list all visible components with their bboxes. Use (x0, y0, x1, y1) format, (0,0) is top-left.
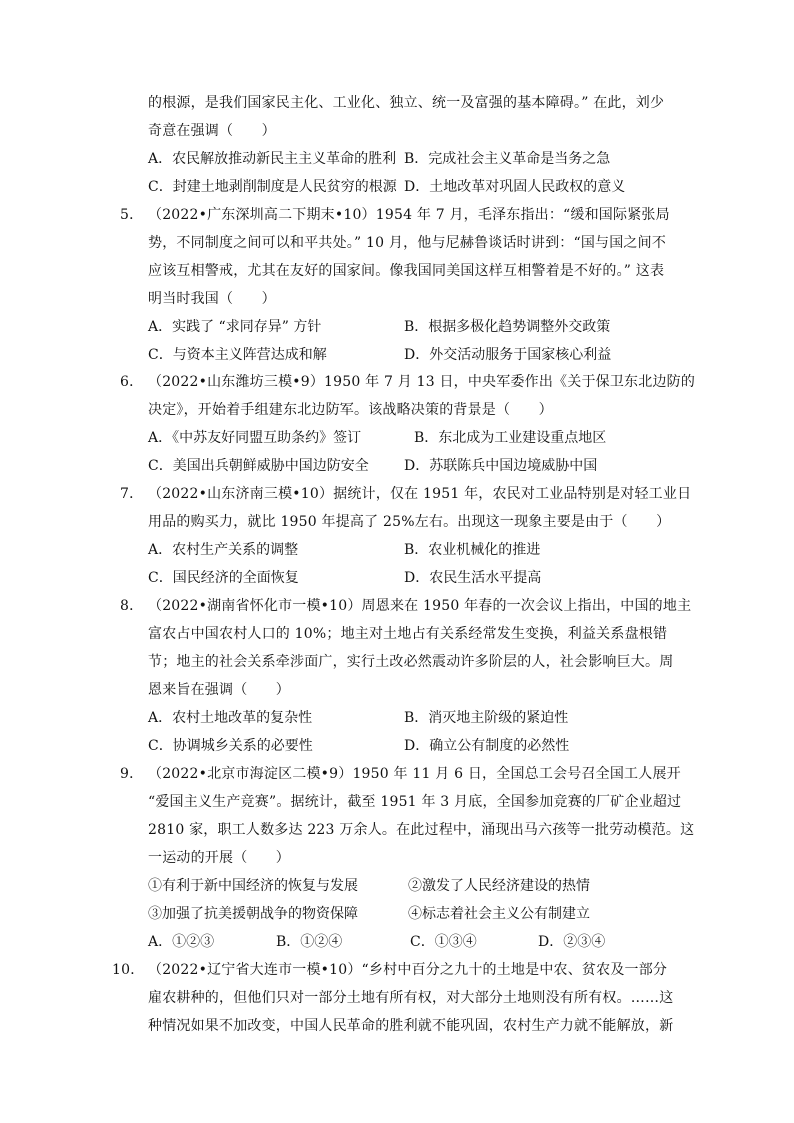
q9-statement-2: ②激发了人民经济建设的热情 (408, 878, 590, 894)
q7-stem-line-2: 用品的购买力，就比 1950 年提高了 25%左右。出现这一现象主要是由于（ ） (148, 514, 671, 530)
q4-option-c: C．封建土地剥削制度是人民贫穷的根源 (148, 179, 397, 195)
q9-option-a: A．①②③ (148, 934, 215, 950)
q6-stem-line-1: （2022•山东潍坊三模•9）1950 年 7 月 13 日，中央军委作出《关于保卫东北边防的 (148, 374, 696, 390)
q9-stem-line-4: 一运动的开展（ ） (148, 850, 290, 866)
q8-stem-line-1: （2022•湖南省怀化市一模•10）周恩来在 1950 年春的一次会议上指出，中国的地主 (148, 598, 692, 614)
q9-stem-line-3: 2810 家，职工人数多达 223 万余人。在此过程中，涌现出马六孩等一批劳动模范。这 (148, 822, 695, 838)
q7-number: 7． (120, 486, 144, 502)
q6-stem-line-2: 决定》，开始着手组建东北边防军。该战略决策的背景是（ ） (148, 402, 553, 418)
q5-option-c: C．与资本主义阵营达成和解 (148, 347, 327, 363)
q10-number: 10． (112, 962, 145, 978)
q9-stem-line-2: “爱国主义生产竞赛”。据统计，截至 1951 年 3 月底，全国参加竞赛的厂矿企业超过 (148, 794, 682, 810)
q8-option-b: B．消灭地主阶级的紧迫性 (404, 710, 569, 726)
q7-option-b: B．农业机械化的推进 (404, 542, 541, 558)
q4-stem-line-2: 奇意在强调（ ） (148, 123, 276, 139)
q8-number: 8． (120, 598, 144, 614)
q10-stem-line-1: （2022•辽宁省大连市一模•10）“乡村中百分之九十的土地是中农、贫农及一部分 (148, 962, 668, 978)
q8-option-c: C．协调城乡关系的必要性 (148, 738, 313, 754)
q5-option-b: B．根据多极化趋势调整外交政策 (404, 319, 611, 335)
q6-option-d: D．苏联陈兵中国边境威胁中国 (404, 458, 598, 474)
q4-stem-line-1: 的根源，是我们国家民主化、工业化、独立、统一及富强的基本障碍。” 在此，刘少 (148, 95, 665, 111)
q7-option-d: D．农民生活水平提高 (404, 570, 542, 586)
q4-option-d: D．土地改革对巩固人民政权的意义 (404, 179, 626, 195)
q9-statement-1: ①有利于新中国经济的恢复与发展 (148, 878, 358, 894)
q5-stem-line-1: （2022•广东深圳高二下期末•10）1954 年 7 月，毛泽东指出：“缓和国际紧张局 (148, 207, 670, 223)
q9-statement-3: ③加强了抗美援朝战争的物资保障 (148, 906, 358, 922)
q6-number: 6． (120, 374, 144, 390)
q6-option-b: B．东北成为工业建设重点地区 (414, 430, 607, 446)
q7-stem-line-1: （2022•山东济南三模•10）据统计，仅在 1951 年，农民对工业品特别是对轻工业日 (148, 486, 692, 502)
q5-number: 5． (120, 207, 144, 223)
q8-stem-line-2: 富农占中国农村人口的 10%；地主对土地占有关系经常发生变换，利益关系盘根错 (148, 626, 668, 642)
q9-stem-line-1: （2022•北京市海淀区二模•9）1950 年 11 月 6 日，全国总工会号召全国工人展开 (148, 766, 681, 782)
q5-option-a: A．实践了 “求同存异” 方针 (148, 319, 322, 335)
q10-stem-line-3: 种情况如果不加改变，中国人民革命的胜利就不能巩固，农村生产力就不能解放，新 (148, 1018, 674, 1034)
q7-option-c: C．国民经济的全面恢复 (148, 570, 299, 586)
q8-stem-line-4: 恩来旨在强调（ ） (148, 682, 290, 698)
q6-option-a: A．《中苏友好同盟互助条约》签订 (148, 430, 362, 446)
q9-option-b: B．①②④ (276, 934, 343, 950)
q7-option-a: A．农村生产关系的调整 (148, 542, 299, 558)
q10-stem-line-2: 雇农耕种的，但他们只对一部分土地有所有权，对大部分土地则没有所有权。……这 (148, 990, 674, 1006)
q6-option-c: C．美国出兵朝鲜威胁中国边防安全 (148, 458, 369, 474)
q5-option-d: D．外交活动服务于国家核心利益 (404, 347, 612, 363)
q8-option-a: A．农村土地改革的复杂性 (148, 710, 313, 726)
q5-stem-line-2: 势，不同制度之间可以和平共处。” 10 月，他与尼赫鲁谈话时讲到：“国与国之间不 (148, 235, 667, 251)
q4-option-a: A．农民解放推动新民主主义革命的胜利 (148, 151, 397, 167)
q4-option-b: B．完成社会主义革命是当务之急 (404, 151, 611, 167)
q8-option-d: D．确立公有制度的必然性 (404, 738, 570, 754)
q8-stem-line-3: 节；地主的社会关系牵涉面广，实行土改必然震动许多阶层的人，社会影响巨大。周 (148, 654, 674, 670)
q5-stem-line-3: 应该互相警戒，尤其在友好的国家间。像我国同美国这样互相警着是不好的。” 这表 (148, 263, 665, 279)
q9-statement-4: ④标志着社会主义公有制建立 (408, 906, 590, 922)
q5-stem-line-4: 明当时我国（ ） (148, 291, 276, 307)
q9-option-d: D．②③④ (538, 934, 606, 950)
q9-option-c: C．①③④ (410, 934, 477, 950)
q9-number: 9． (120, 766, 144, 782)
